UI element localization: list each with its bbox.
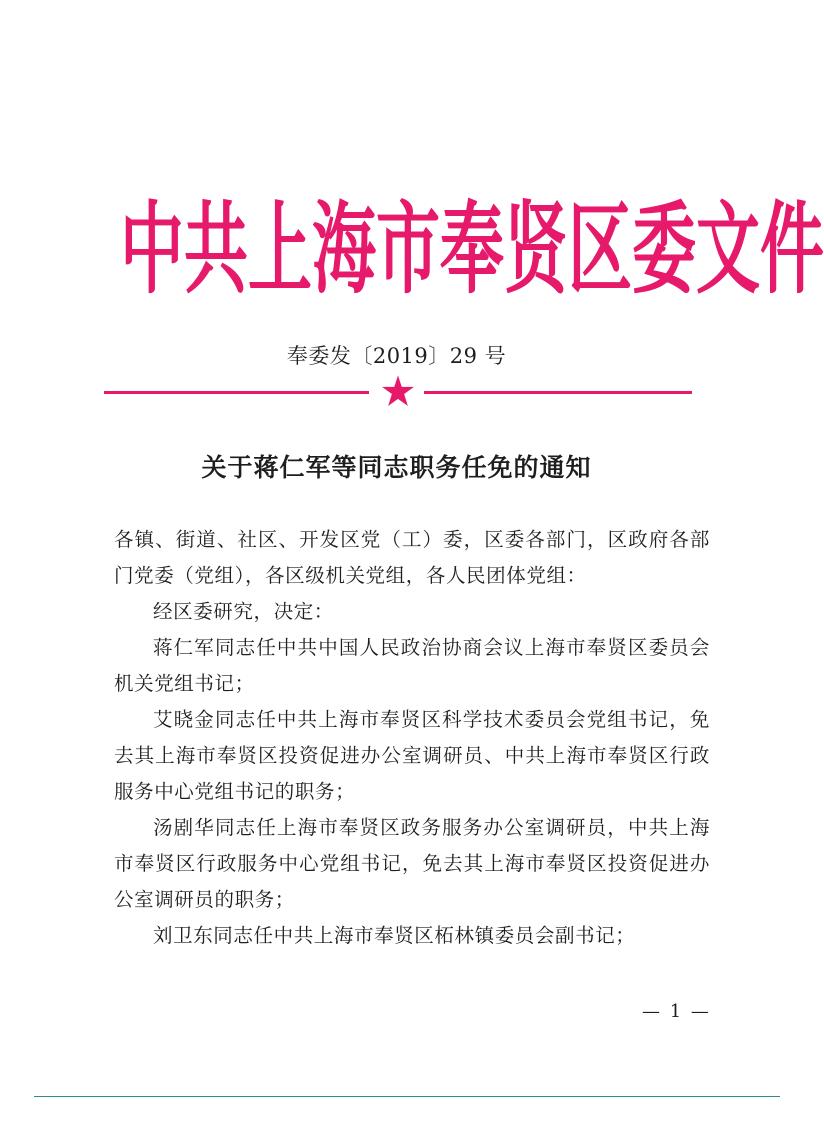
masthead-char: 件 xyxy=(760,193,824,309)
paragraph: 刘卫东同志任中共上海市奉贤区柘林镇委员会副书记； xyxy=(153,924,636,947)
paragraph: 蒋仁军同志任中共中国人民政治协商会议上海市奉贤区委员会机关党组书记； xyxy=(114,636,710,695)
masthead-char: 委 xyxy=(632,193,696,309)
paragraph: 汤剧华同志任上海市奉贤区政务服务办公室调研员，中共上海市奉贤区行政服务中心党组书记，免去其上海市奉贤区投资促进办公室调研员的职务； xyxy=(114,816,710,911)
document-number: 奉委发〔2019〕29 号 xyxy=(286,344,507,368)
star-icon xyxy=(381,374,415,408)
notice-title: 关于蒋仁军等同志职务任免的通知 xyxy=(201,453,592,482)
masthead-title xyxy=(120,193,824,309)
paragraph: 艾晓金同志任中共上海市奉贤区科学技术委员会党组书记，免去其上海市奉贤区投资促进办公室调研员、中共上海市奉贤区行政服务中心党组书记的职务； xyxy=(114,708,710,803)
masthead-char: 海 xyxy=(312,193,376,309)
scan-edge-line xyxy=(34,1096,780,1097)
masthead-char: 市 xyxy=(376,193,440,309)
notice-body xyxy=(114,522,710,954)
masthead-char: 中 xyxy=(120,193,184,309)
divider-line-left xyxy=(104,391,369,394)
masthead-char: 共 xyxy=(184,193,248,309)
paragraph: 经区委研究，决定： xyxy=(153,600,334,623)
page-number: — 1 — xyxy=(642,1001,711,1022)
masthead-char: 贤 xyxy=(504,193,568,309)
masthead-char: 奉 xyxy=(440,193,504,309)
addressee: 各镇、街道、社区、开发区党（工）委，区委各部门，区政府各部门党委（党组），各区级机关党组，各人民团体党组： xyxy=(114,528,710,587)
masthead-char: 上 xyxy=(248,193,312,309)
divider-line-right xyxy=(424,391,692,394)
red-divider xyxy=(104,380,692,406)
masthead-char: 区 xyxy=(568,193,632,309)
masthead-char: 文 xyxy=(696,193,760,309)
